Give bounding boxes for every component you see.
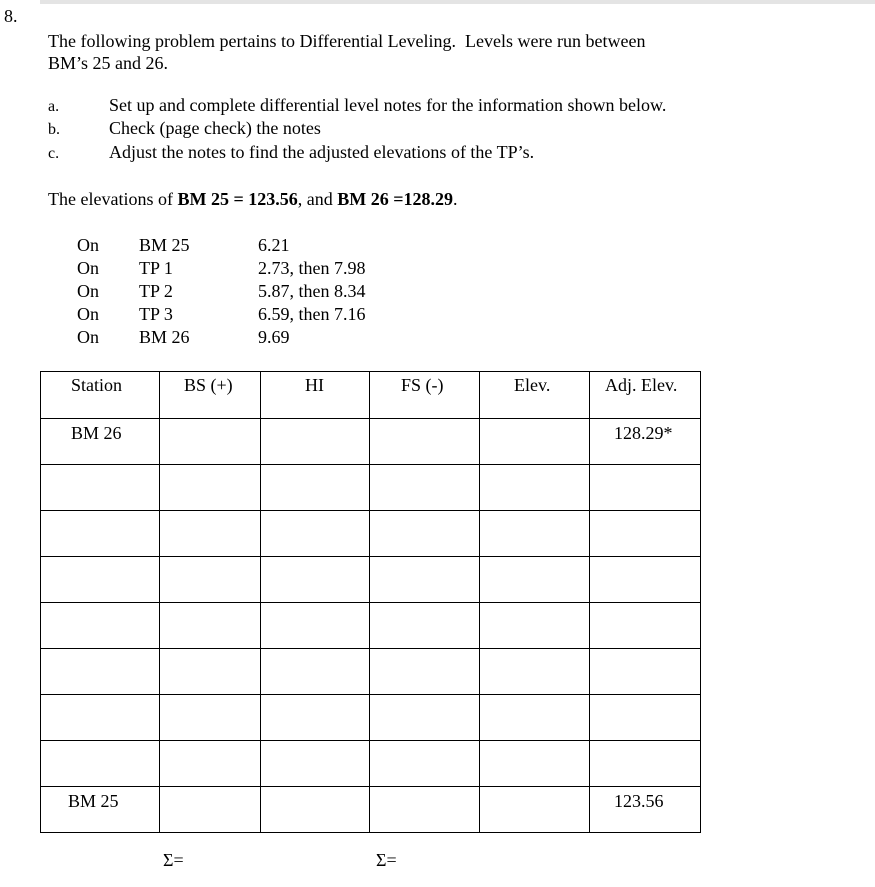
header-fs: FS (-) — [370, 372, 480, 419]
station-bm25: BM 25 — [68, 791, 119, 811]
cell-adj-elev[interactable] — [590, 695, 701, 741]
header-adj-elev: Adj. Elev. — [590, 372, 701, 419]
cell-bs[interactable] — [160, 419, 261, 465]
cell-station[interactable] — [41, 649, 160, 695]
obs-readings: 9.69 — [258, 327, 290, 347]
obs-station: BM 25 — [139, 235, 190, 255]
task-letter-b: b. — [48, 121, 60, 138]
header-bs: BS (+) — [160, 372, 261, 419]
task-letter-c: c. — [48, 145, 60, 162]
cell-fs[interactable] — [370, 603, 480, 649]
cell-hi[interactable] — [261, 419, 370, 465]
table-row — [41, 419, 701, 465]
cell-elev[interactable] — [480, 695, 590, 741]
cell-adj-elev[interactable] — [590, 741, 701, 787]
obs-station: BM 26 — [139, 327, 190, 347]
table-row — [41, 787, 701, 833]
task-letter-a: a. — [48, 98, 60, 115]
cell-bs[interactable] — [160, 741, 261, 787]
cell-hi[interactable] — [261, 787, 370, 833]
cell-station[interactable] — [41, 741, 160, 787]
cell-elev[interactable] — [480, 465, 590, 511]
cell-elev[interactable] — [480, 741, 590, 787]
level-notes-table — [40, 371, 701, 833]
header-station: Station — [41, 372, 160, 419]
table-row — [41, 557, 701, 603]
cell-station[interactable] — [41, 557, 160, 603]
cell-station[interactable] — [41, 695, 160, 741]
given-bm25: BM 25 = 123.56 — [177, 189, 298, 209]
adj-elev-bm25: 123.56 — [614, 791, 664, 811]
cell-fs[interactable] — [370, 741, 480, 787]
intro-line-2: BM’s 25 and 26. — [48, 53, 169, 73]
obs-on: On — [77, 304, 99, 324]
table-row — [41, 649, 701, 695]
cell-elev[interactable] — [480, 787, 590, 833]
cell-fs[interactable] — [370, 695, 480, 741]
obs-on: On — [77, 258, 99, 278]
adj-elev-bm26: 128.29* — [614, 423, 673, 443]
obs-on: On — [77, 327, 99, 347]
cell-station[interactable] — [41, 465, 160, 511]
cell-fs[interactable] — [370, 419, 480, 465]
problem-number: 8. — [4, 6, 18, 26]
obs-station: TP 1 — [139, 258, 173, 278]
cell-adj-elev[interactable] — [590, 465, 701, 511]
given-suffix: . — [453, 189, 458, 209]
cell-fs[interactable] — [370, 465, 480, 511]
cell-fs[interactable] — [370, 649, 480, 695]
obs-readings: 2.73, then 7.98 — [258, 258, 366, 278]
problem-intro — [48, 30, 748, 74]
cell-hi[interactable] — [261, 741, 370, 787]
cell-adj-elev[interactable] — [590, 557, 701, 603]
cell-adj-elev[interactable] — [590, 419, 701, 465]
intro-line-1: The following problem pertains to Differential Leveling. Levels were run between — [48, 31, 646, 51]
table-row — [41, 465, 701, 511]
cell-hi[interactable] — [261, 649, 370, 695]
sum-fs-label: Σ= — [376, 850, 397, 870]
cell-bs[interactable] — [160, 511, 261, 557]
cell-elev[interactable] — [480, 649, 590, 695]
cell-elev[interactable] — [480, 419, 590, 465]
cell-fs[interactable] — [370, 557, 480, 603]
top-border-line — [40, 0, 875, 4]
cell-fs[interactable] — [370, 787, 480, 833]
cell-bs[interactable] — [160, 603, 261, 649]
cell-bs[interactable] — [160, 787, 261, 833]
task-text-c: Adjust the notes to find the adjusted elevations of the TP’s. — [109, 142, 535, 162]
cell-hi[interactable] — [261, 511, 370, 557]
cell-bs[interactable] — [160, 557, 261, 603]
table-row — [41, 603, 701, 649]
given-bm26: BM 26 =128.29 — [337, 189, 453, 209]
sum-bs-label: Σ= — [163, 850, 184, 870]
cell-adj-elev[interactable] — [590, 603, 701, 649]
task-text-a: Set up and complete differential level notes for the information shown below. — [109, 95, 667, 115]
cell-elev[interactable] — [480, 557, 590, 603]
cell-hi[interactable] — [261, 465, 370, 511]
station-bm26: BM 26 — [71, 423, 122, 443]
task-text-b: Check (page check) the notes — [109, 118, 321, 138]
cell-elev[interactable] — [480, 603, 590, 649]
cell-hi[interactable] — [261, 557, 370, 603]
cell-bs[interactable] — [160, 649, 261, 695]
obs-on: On — [77, 281, 99, 301]
cell-bs[interactable] — [160, 465, 261, 511]
obs-readings: 6.59, then 7.16 — [258, 304, 366, 324]
table-row — [41, 741, 701, 787]
cell-hi[interactable] — [261, 603, 370, 649]
cell-bs[interactable] — [160, 695, 261, 741]
cell-fs[interactable] — [370, 511, 480, 557]
cell-station[interactable] — [41, 419, 160, 465]
cell-station[interactable] — [41, 511, 160, 557]
table-row — [41, 511, 701, 557]
given-elevations — [48, 189, 458, 210]
cell-elev[interactable] — [480, 511, 590, 557]
header-elev: Elev. — [480, 372, 590, 419]
obs-readings: 5.87, then 8.34 — [258, 281, 366, 301]
header-hi: HI — [261, 372, 370, 419]
cell-station[interactable] — [41, 603, 160, 649]
cell-adj-elev[interactable] — [590, 649, 701, 695]
obs-station: TP 3 — [139, 304, 173, 324]
table-row — [41, 695, 701, 741]
table-header-row — [41, 372, 701, 419]
cell-adj-elev[interactable] — [590, 511, 701, 557]
given-middle: , and — [297, 189, 338, 209]
obs-station: TP 2 — [139, 281, 173, 301]
cell-station[interactable] — [41, 787, 160, 833]
obs-on: On — [77, 235, 99, 255]
cell-adj-elev[interactable] — [590, 787, 701, 833]
given-prefix: The elevations of — [48, 189, 178, 209]
cell-hi[interactable] — [261, 695, 370, 741]
obs-readings: 6.21 — [258, 235, 290, 255]
